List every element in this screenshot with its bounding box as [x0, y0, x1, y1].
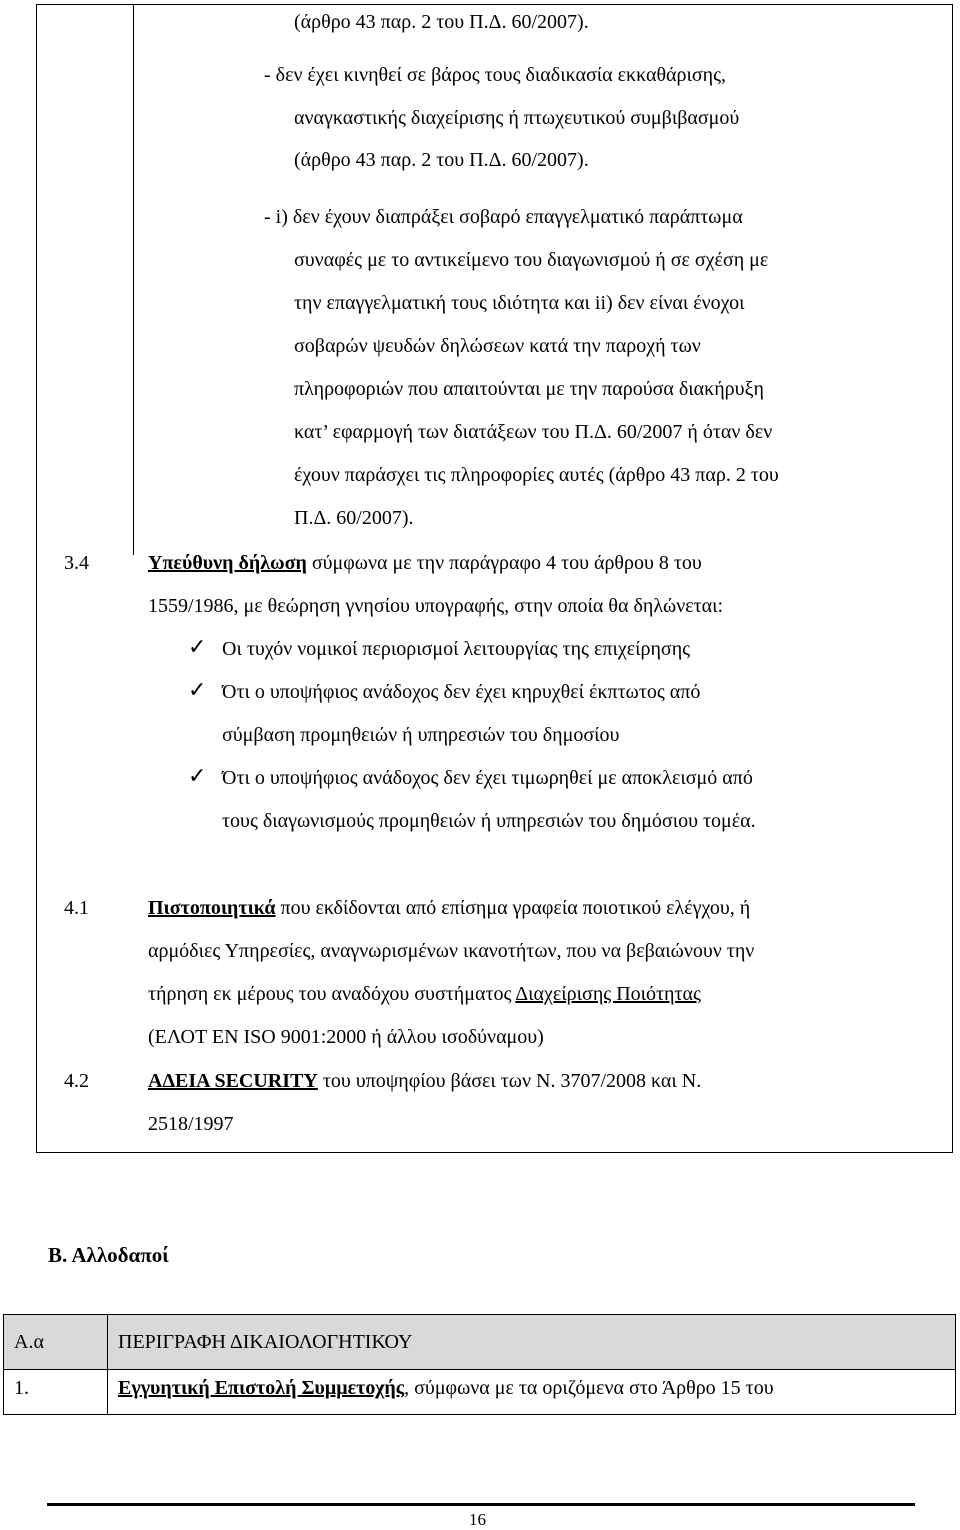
item-number: 4.2: [64, 1070, 89, 1092]
item-4-1-line3: [148, 982, 701, 1006]
bullet-text: σύμβαση προμηθειών ή υπηρεσιών του δημοσίου: [222, 724, 620, 746]
item-4-1-line2: αρμόδιες Υπηρεσίες, αναγνωρισμένων ικανοτήτων, που να βεβαιώνουν την: [148, 940, 755, 962]
cont-line: Π.Δ. 60/2007).: [294, 507, 414, 529]
item-text: που εκδίδονται από επίσημα γραφεία ποιοτικού ελέγχου, ή: [275, 897, 751, 919]
item-text-underlined: Διαχείρισης Ποιότητας: [515, 983, 701, 1005]
header-cell-description: ΠΕΡΙΓΡΑΦΗ ΔΙΚΑΙΟΛΟΓΗΤΙΚΟΥ: [118, 1331, 413, 1353]
cont-line: - δεν έχει κινηθεί σε βάρος τους διαδικασία εκκαθάρισης,: [264, 64, 727, 86]
check-icon: ✓: [188, 677, 207, 702]
item-title: Υπεύθυνη δήλωση: [148, 552, 307, 574]
check-icon: ✓: [188, 763, 207, 788]
item-4-2-line2: 2518/1997: [148, 1113, 234, 1135]
cont-line: την επαγγελματική τους ιδιότητα και ii) δεν είναι ένοχοι: [294, 292, 745, 314]
item-4-2-line1: [148, 1069, 701, 1093]
item-number: 4.1: [64, 897, 89, 919]
item-text: του υποψηφίου βάσει των Ν. 3707/2008 και Ν.: [317, 1070, 702, 1092]
cont-line: πληροφοριών που απαιτούνται με την παρούσα διακήρυξη: [294, 378, 764, 400]
item-text: τήρηση εκ μέρους του αναδόχου συστήματος: [148, 983, 516, 1005]
item-number: 3.4: [64, 552, 89, 574]
column-divider: [107, 1315, 108, 1414]
cont-line: σοβαρών ψευδών δηλώσεων κατά την παροχή των: [294, 335, 701, 357]
row-cell-description: [118, 1376, 774, 1400]
item-text: , σύμφωνα με τα οριζόμενα στο Άρθρο 15 του: [404, 1377, 774, 1399]
column-divider: [133, 5, 134, 555]
row-cell-number: 1.: [14, 1377, 29, 1399]
cont-line: - i) δεν έχουν διαπράξει σοβαρό επαγγελματικό παράπτωμα: [264, 206, 743, 228]
cont-line: συναφές με το αντικείμενο του διαγωνισμού ή σε σχέση με: [294, 249, 769, 271]
page-number: 16: [469, 1510, 486, 1529]
section-heading: Β. Αλλοδαποί: [48, 1243, 169, 1267]
cont-line: αναγκαστικής διαχείρισης ή πτωχευτικού συμβιβασμού: [294, 107, 740, 129]
requirements-table: [36, 4, 953, 1153]
item-4-1-line4: (ΕΛΟΤ ΕΝ ISO 9001:2000 ή άλλου ισοδύναμου): [148, 1026, 544, 1048]
cont-line: έχουν παράσχει τις πληροφορίες αυτές (άρθρο 43 παρ. 2 του: [294, 464, 779, 486]
item-4-1-line1: [148, 896, 750, 920]
cont-line: κατ’ εφαρμογή των διατάξεων του Π.Δ. 60/2007 ή όταν δεν: [294, 421, 773, 443]
check-icon: ✓: [188, 634, 207, 659]
item-title: ΑΔΕΙΑ SECURITY: [148, 1070, 318, 1092]
bullet-text: Ότι ο υποψήφιος ανάδοχος δεν έχει τιμωρηθεί με αποκλεισμό από: [222, 767, 753, 789]
bullet-text: Ότι ο υποψήφιος ανάδοχος δεν έχει κηρυχθεί έκπτωτος από: [222, 681, 701, 703]
item-3-4-line2: 1559/1986, με θεώρηση γνησίου υπογραφής, στην οποία θα δηλώνεται:: [148, 595, 724, 617]
item-3-4-line1: [148, 551, 702, 575]
cont-line: (άρθρο 43 παρ. 2 του Π.Δ. 60/2007).: [294, 11, 589, 33]
item-title: Εγγυητική Επιστολή Συμμετοχής: [118, 1377, 405, 1399]
cont-line: (άρθρο 43 παρ. 2 του Π.Δ. 60/2007).: [294, 149, 589, 171]
header-cell-number: Α.α: [14, 1331, 44, 1353]
item-title: Πιστοποιητικά: [148, 897, 276, 919]
bullet-text: τους διαγωνισμούς προμηθειών ή υπηρεσιών του δημόσιου τομέα.: [222, 810, 756, 832]
item-text: σύμφωνα με την παράγραφο 4 του άρθρου 8 του: [306, 552, 702, 574]
footer-divider: [47, 1503, 915, 1506]
bullet-text: Οι τυχόν νομικοί περιορισμοί λειτουργίας της επιχείρησης: [222, 638, 691, 660]
